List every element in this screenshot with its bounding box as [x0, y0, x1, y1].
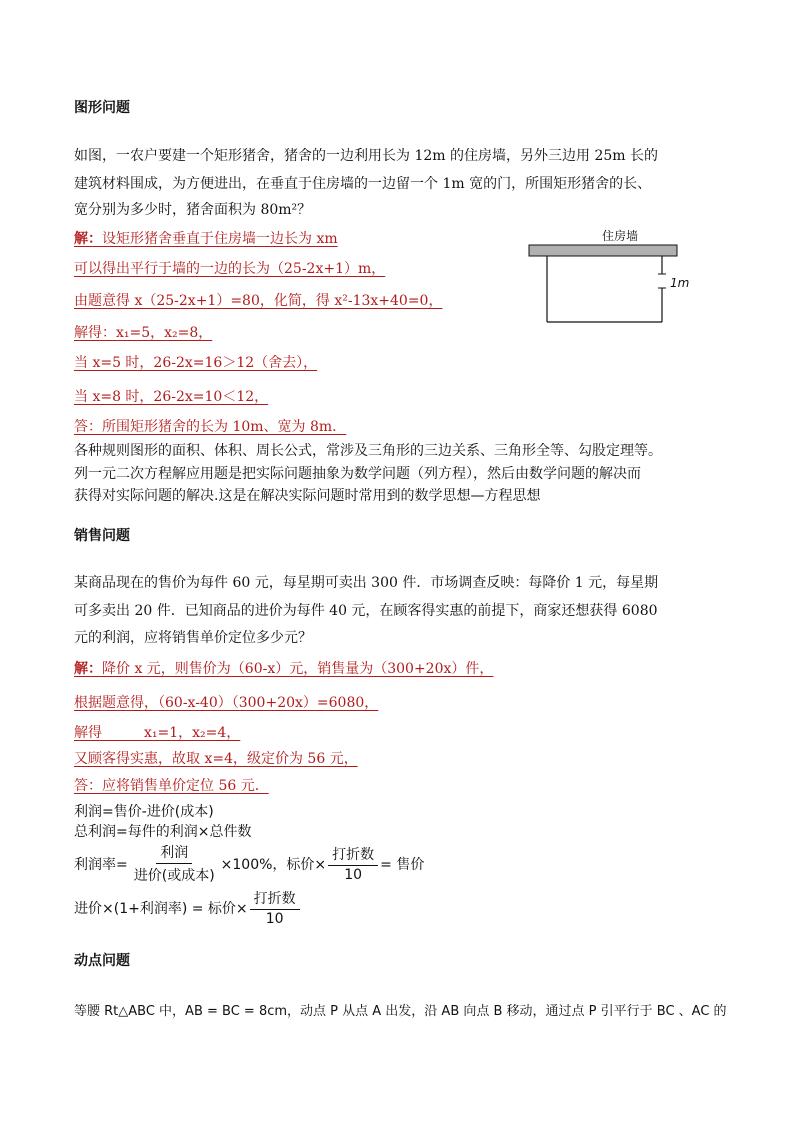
- section-heading-moving-point: 动点问题: [74, 953, 130, 969]
- problem-line: 元的利润，应将销售单价定位多少元？: [74, 630, 312, 646]
- solution-lead: 解：: [74, 231, 102, 247]
- formula-text: 进价×(1+利润率) = 标价×: [74, 900, 248, 917]
- solution-line: 根据题意得，（60-x-40）（300+20x）=6080，: [74, 695, 379, 711]
- section-heading-geometry: 图形问题: [74, 100, 130, 116]
- pig-shed-figure: [520, 224, 720, 334]
- solution-lead: 解：: [74, 661, 102, 677]
- note-line: 获得对实际问题的解决.这是在解决实际问题时常用到的数学思想—方程思想: [74, 488, 541, 504]
- fraction-numerator: 打折数: [328, 844, 378, 866]
- problem-line: 某商品现在的售价为每件 60 元，每星期可卖出 300 件．市场调查反映：每降价 1 元，每星期: [74, 575, 659, 591]
- section-heading-sales: 销售问题: [74, 528, 130, 544]
- profit-rate-formula: [74, 842, 424, 885]
- note-line: 利润=售价-进价(成本): [74, 804, 214, 820]
- solution-text: 降价 x 元，则售价为（60-x）元，销售量为（300+20x）件，: [102, 661, 494, 677]
- fraction-numerator: 打折数: [250, 888, 300, 910]
- fraction-denominator: 10: [344, 867, 363, 883]
- house-wall: [529, 245, 677, 256]
- door-label: 1m: [670, 276, 690, 290]
- solution-line: 当 x=5 时，26-2x=16＞12（舍去），: [74, 355, 318, 371]
- solution-line: 当 x=8 时，26-2x=10＜12，: [74, 389, 269, 405]
- fraction: [328, 844, 378, 883]
- solution-line: 由题意得 x（25-2x+1）=80，化简，得 x²-13x+40=0，: [74, 293, 443, 309]
- problem-line: 建筑材料围成，为方便进出，在垂直于住房墙的一边留一个 1m 宽的门，所围矩形猪舍的长、: [74, 176, 652, 192]
- formula-text: = 售价: [380, 856, 425, 873]
- solution-text: 设矩形猪舍垂直于住房墙一边长为 xm: [102, 231, 338, 247]
- marked-price-formula: [74, 888, 302, 927]
- note-line: 总利润=每件的利润×总件数: [74, 824, 252, 840]
- solution-line: 又顾客得实惠，故取 x=4，级定价为 56 元，: [74, 751, 358, 767]
- problem-line: 可多卖出 20 件．已知商品的进价为每件 40 元，在顾客得实惠的前提下，商家还想获得 6080: [74, 603, 658, 619]
- fraction-numerator: 利润: [156, 842, 192, 864]
- solution-line: 答：所围矩形猪舍的长为 10m、宽为 8m．: [74, 419, 347, 435]
- solution-line: 解得：x₁=5，x₂=8，: [74, 325, 213, 341]
- problem-line: 等腰 Rt△ABC 中，AB = BC = 8cm，动点 P 从点 A 出发，沿 AB 向点 B 移动，通过点 P 引平行于 BC 、AC 的: [74, 1004, 727, 1019]
- problem-line: 如图，一农户要建一个矩形猪舍，猪舍的一边利用长为 12m 的住房墙，另外三边用 25m 长的: [74, 148, 658, 164]
- fraction: [250, 888, 300, 927]
- fraction: [130, 842, 219, 885]
- wall-label: 住房墙: [602, 229, 639, 243]
- solution-line: [74, 228, 338, 248]
- fraction-denominator: 10: [265, 911, 284, 927]
- note-line: 列一元二次方程解应用题是把实际问题抽象为数学问题（列方程），然后由数学问题的解决而: [74, 466, 641, 482]
- solution-line: 答：应将销售单价定位 56 元．: [74, 778, 269, 794]
- note-line: 各种规则图形的面积、体积、周长公式，常涉及三角形的三边关系、三角形全等、勾股定理等。: [74, 443, 662, 459]
- solution-line: [74, 658, 493, 678]
- solution-line: 解得 x₁=1，x₂=4，: [74, 725, 241, 741]
- formula-text: ×100%，标价×: [220, 856, 327, 873]
- problem-line: 宽分别为多少时，猪舍面积为 80m²？: [74, 202, 312, 218]
- fraction-denominator: 进价(或成本): [133, 868, 215, 884]
- solution-line: 可以得出平行于墙的一边的长为（25-2x+1）m，: [74, 261, 386, 277]
- formula-text: 利润率=: [74, 856, 128, 873]
